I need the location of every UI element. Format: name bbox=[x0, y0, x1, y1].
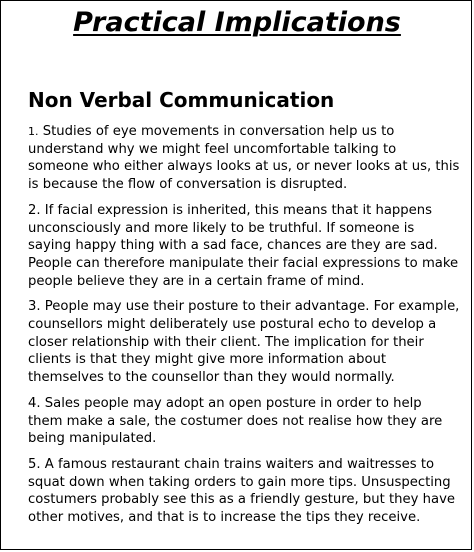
point-number: 4. bbox=[28, 395, 41, 411]
point-item bbox=[28, 123, 460, 194]
points-list bbox=[28, 123, 460, 535]
point-text: If facial expression is inherited, this means that it happens unconsciously and more likely to be truthful. If someone is saying happy thing with a sad face, chances are they are sad. People can therefore manipulate their facial expressions to make people believe they are in a certain frame of mind. bbox=[28, 202, 459, 289]
point-number: 1. bbox=[28, 125, 39, 138]
point-item bbox=[28, 395, 460, 448]
page-title: Practical Implications bbox=[73, 7, 401, 38]
point-number: 2. bbox=[28, 202, 41, 218]
point-item bbox=[28, 298, 460, 387]
point-item bbox=[28, 202, 460, 291]
point-number: 3. bbox=[28, 299, 41, 315]
section-heading: Non Verbal Communication bbox=[28, 88, 335, 112]
point-number: 5. bbox=[28, 456, 41, 472]
point-text: Sales people may adopt an open posture in order to help them make a sale, the costumer does not realise how they are being manipulated. bbox=[28, 395, 443, 447]
point-text: People may use their posture to their advantage. For example, counsellors might deliberately use postural echo to develop a closer relationship with their client. The implication for their clients is that they might give more information about themselves to the counsellor than they would normally. bbox=[28, 299, 460, 386]
point-text: Studies of eye movements in conversation help us to understand why we might feel uncomfortable talking to someone who either always looks at us, or never looks at us, this is because the flow of conversation is disrupted. bbox=[28, 124, 460, 193]
point-item bbox=[28, 456, 460, 527]
point-text: A famous restaurant chain trains waiters and waitresses to squat down when taking orders to gain more tips. Unsuspecting costumers probably see this as a friendly gesture, but they have other motives, and that is to increase the tips they receive. bbox=[28, 456, 456, 526]
